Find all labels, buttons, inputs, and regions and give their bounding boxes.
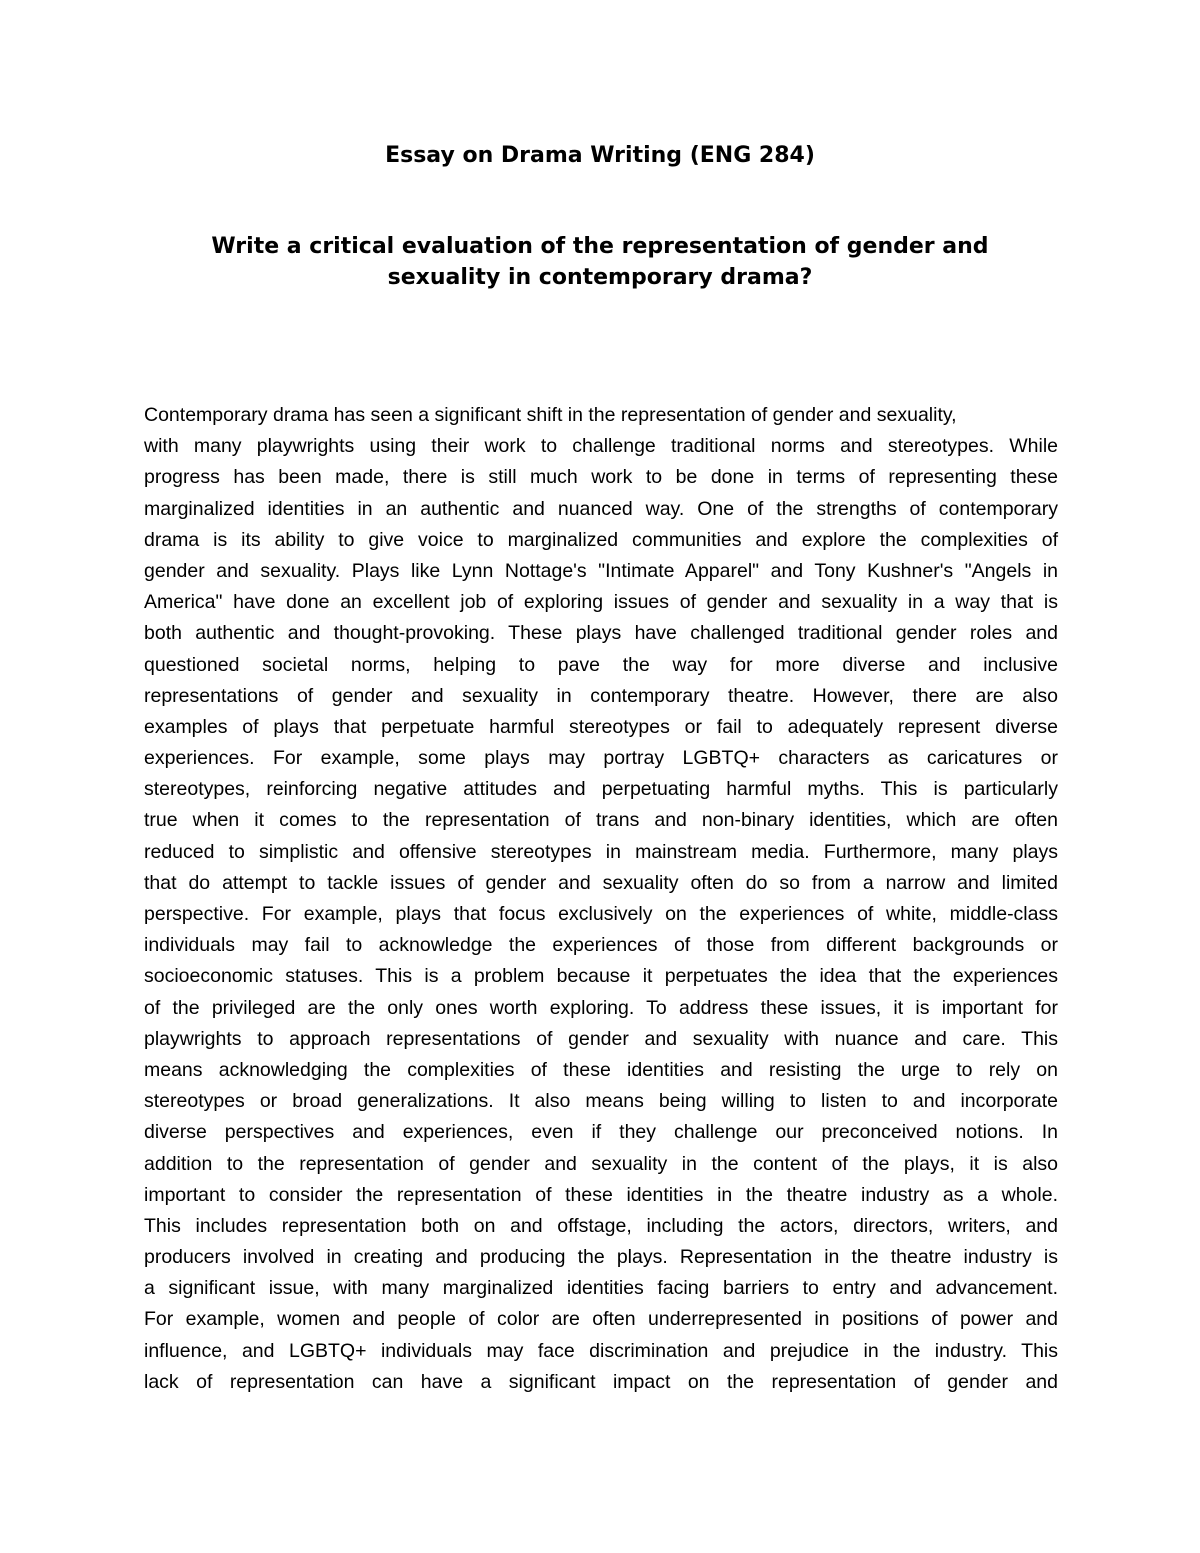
essay-body: [144, 400, 1058, 1398]
body-line: diverse perspectives and experiences, even if they challenge our preconceived notions. In: [144, 1121, 1058, 1144]
body-line: individuals may fail to acknowledge the experiences of those from different backgrounds or: [144, 934, 1058, 957]
body-line: marginalized identities in an authentic and nuanced way. One of the strengths of contemporary: [144, 497, 1058, 520]
body-line: of the privileged are the only ones worth exploring. To address these issues, it is important for: [144, 996, 1058, 1019]
body-line: examples of plays that perpetuate harmful stereotypes or fail to adequately represent diverse: [144, 715, 1058, 738]
body-line: stereotypes or broad generalizations. It also means being willing to listen to and incorporate: [144, 1090, 1058, 1113]
body-line: reduced to simplistic and offensive stereotypes in mainstream media. Furthermore, many plays: [144, 840, 1058, 863]
body-line: influence, and LGBTQ+ individuals may face discrimination and prejudice in the industry. This: [144, 1339, 1058, 1362]
body-line: a significant issue, with many marginalized identities facing barriers to entry and advancement.: [144, 1277, 1058, 1300]
body-line: perspective. For example, plays that focus exclusively on the experiences of white, middle-class: [144, 903, 1058, 925]
body-line: America" have done an excellent job of exploring issues of gender and sexuality in a way that is: [144, 591, 1058, 614]
body-line: playwrights to approach representations of gender and sexuality with nuance and care. This: [144, 1027, 1058, 1050]
body-line: experiences. For example, some plays may portray LGBTQ+ characters as caricatures or: [144, 747, 1058, 770]
body-line: that do attempt to tackle issues of gender and sexuality often do so from a narrow and limited: [144, 871, 1058, 894]
body-line: with many playwrights using their work to challenge traditional norms and stereotypes. While: [144, 435, 1058, 458]
body-line: progress has been made, there is still much work to be done in terms of representing these: [144, 466, 1058, 489]
body-line: both authentic and thought-provoking. These plays have challenged traditional gender roles and: [144, 622, 1058, 645]
body-line: gender and sexuality. Plays like Lynn Nottage's "Intimate Apparel" and Tony Kushner's "Angels in: [144, 559, 1058, 582]
body-line: stereotypes, reinforcing negative attitudes and perpetuating harmful myths. This is particularly: [144, 778, 1058, 801]
body-line: Contemporary drama has seen a significant shift in the representation of gender and sexuality,: [144, 404, 957, 426]
document-title: Essay on Drama Writing (ENG 284): [385, 143, 815, 168]
body-line: socioeconomic statuses. This is a problem because it perpetuates the idea that the experiences: [144, 965, 1058, 988]
body-line: important to consider the representation of these identities in the theatre industry as a whole.: [144, 1183, 1058, 1206]
body-line: means acknowledging the complexities of these identities and resisting the urge to rely on: [144, 1058, 1058, 1081]
body-line: This includes representation both on and offstage, including the actors, directors, writers, and: [144, 1214, 1058, 1237]
body-line: producers involved in creating and producing the plays. Representation in the theatre industry is: [144, 1246, 1058, 1269]
essay-question: Write a critical evaluation of the representation of gender and sexuality in contemporary drama?: [211, 234, 989, 290]
body-line: questioned societal norms, helping to pave the way for more diverse and inclusive: [144, 653, 1058, 676]
body-line: For example, women and people of color are often underrepresented in positions of power and: [144, 1308, 1058, 1331]
body-line: representations of gender and sexuality in contemporary theatre. However, there are also: [144, 684, 1058, 707]
body-line: lack of representation can have a significant impact on the representation of gender and: [144, 1370, 1058, 1393]
body-line: drama is its ability to give voice to marginalized communities and explore the complexities of: [144, 528, 1058, 551]
body-line: true when it comes to the representation of trans and non-binary identities, which are often: [144, 809, 1058, 832]
body-line: addition to the representation of gender and sexuality in the content of the plays, it is also: [144, 1152, 1058, 1175]
